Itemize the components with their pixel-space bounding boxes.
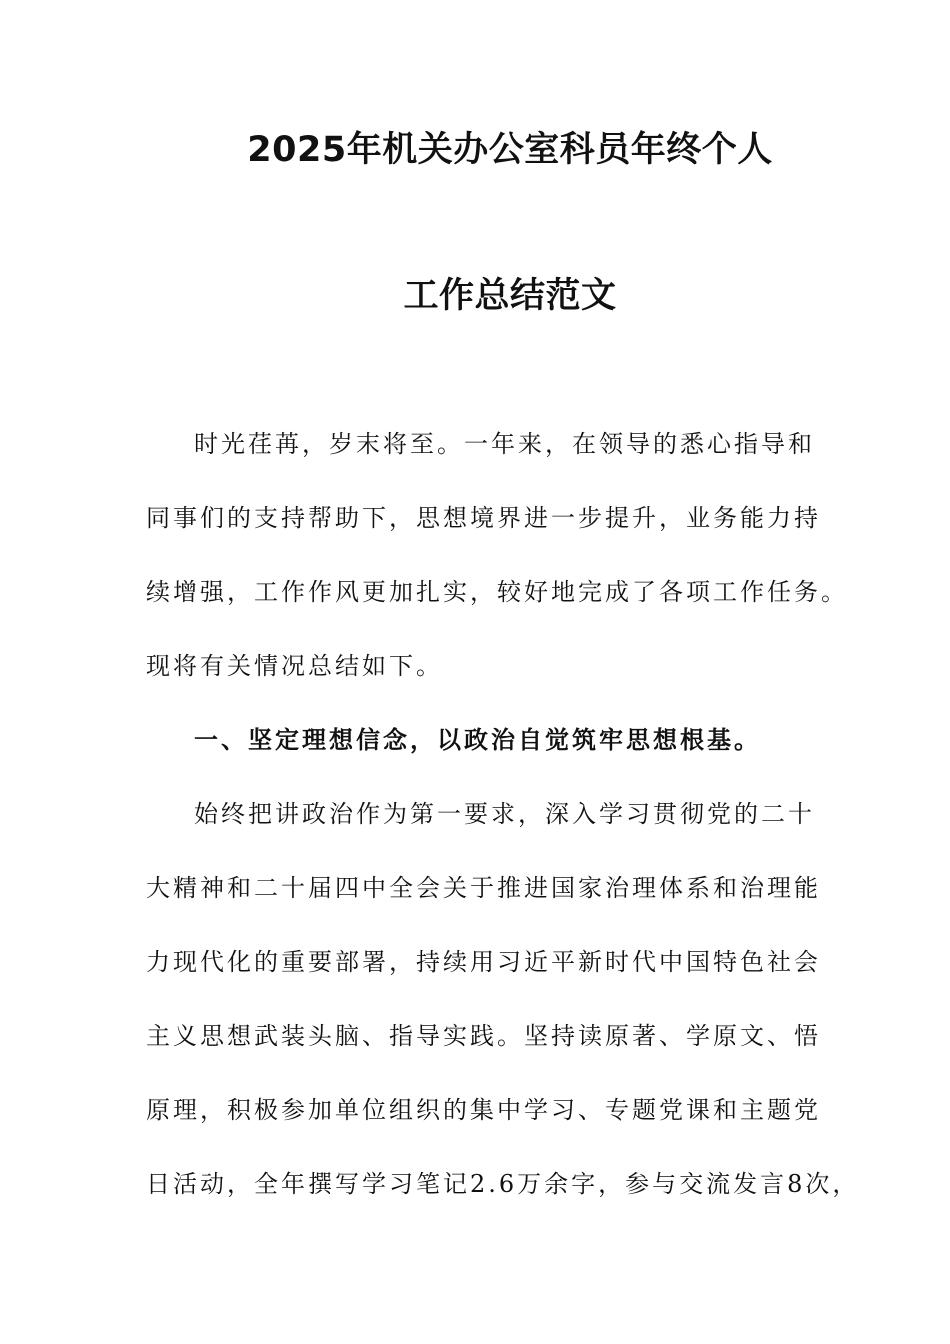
paragraph-line: 原理，积极参加单位组织的集中学习、专题党课和主题党 bbox=[146, 1096, 821, 1124]
document-title-line-2: 工作总结范文 bbox=[403, 276, 617, 316]
paragraph-line: 同事们的支持帮助下，思想境界进一步提升，业务能力持 bbox=[146, 504, 821, 532]
paragraph-line: 时光荏苒，岁末将至。一年来，在领导的悉心指导和 bbox=[194, 430, 815, 458]
paragraph-line: 大精神和二十届四中全会关于推进国家治理体系和治理能 bbox=[146, 874, 821, 902]
paragraph-line: 力现代化的重要部署，持续用习近平新时代中国特色社会 bbox=[146, 948, 821, 976]
document-title-line-1: 2025年机关办公室科员年终个人 bbox=[247, 130, 773, 170]
paragraph-line: 主义思想武装头脑、指导实践。坚持读原著、学原文、悟 bbox=[146, 1022, 821, 1050]
paragraph-line: 始终把讲政治作为第一要求，深入学习贯彻党的二十 bbox=[194, 800, 815, 828]
section-heading: 一、坚定理想信念，以政治自觉筑牢思想根基。 bbox=[194, 725, 761, 754]
paragraph-line: 续增强，工作作风更加扎实，较好地完成了各项工作任务。 bbox=[146, 578, 848, 606]
paragraph-line: 日活动，全年撰写学习笔记2.6万余字，参与交流发言8次， bbox=[146, 1170, 860, 1198]
paragraph-line: 现将有关情况总结如下。 bbox=[146, 652, 443, 680]
